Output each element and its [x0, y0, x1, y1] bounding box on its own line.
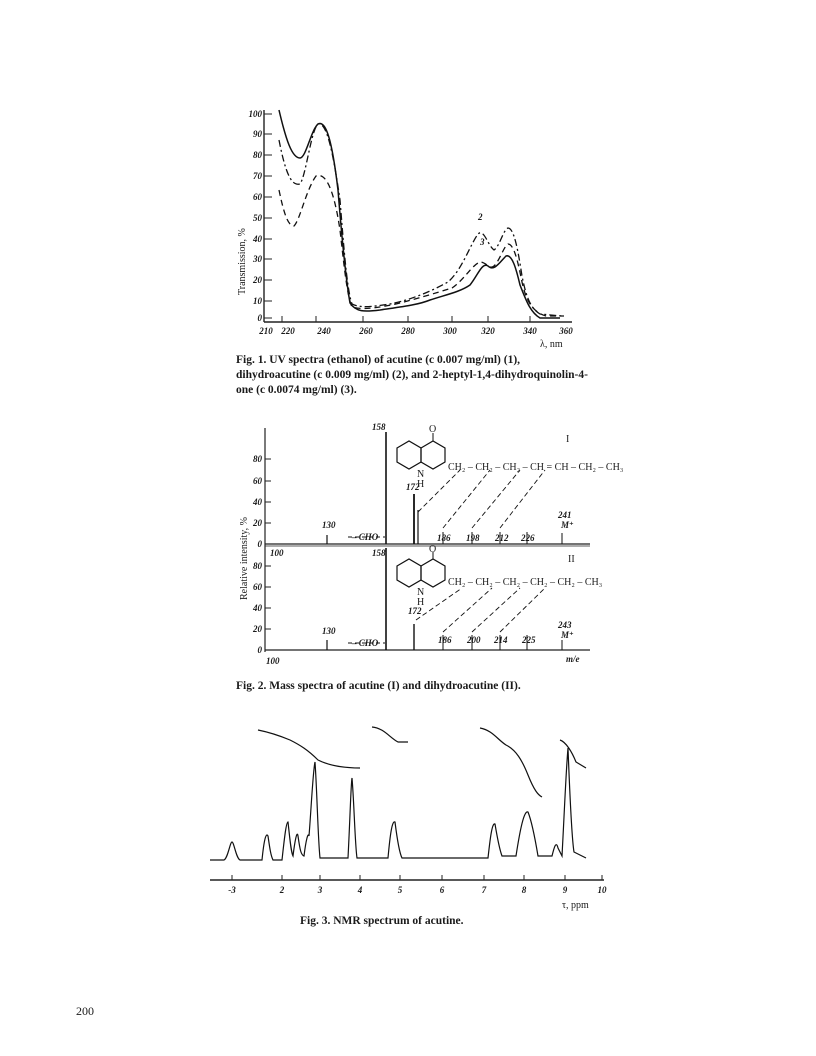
- struct-o: O: [429, 424, 437, 435]
- x-tick: 100: [266, 656, 280, 666]
- x-tick: 280: [401, 326, 415, 336]
- x-tick: 220: [281, 326, 295, 336]
- curve-label-3: 3: [480, 237, 485, 247]
- fig1-caption: Fig. 1. UV spectra (ethanol) of acutine (c 0.007 mg/ml) (1), dihydroacutine (c 0.009 mg/ml) (2), and 2-heptyl-1,4-dihydroquinolin-4-one (c 0.0074 mg/ml) (3).: [236, 354, 588, 396]
- y-tick: 40: [253, 603, 262, 613]
- x-tick: 7: [481, 885, 487, 895]
- x-tick: 240: [317, 326, 331, 336]
- struct-n: N: [417, 587, 425, 598]
- mplus-value: 243: [558, 620, 572, 630]
- x-tick: 320: [481, 326, 495, 336]
- x-tick: 100: [270, 548, 284, 558]
- cho-label: – CHO: [352, 532, 379, 542]
- peak-label: 212: [495, 533, 509, 543]
- y-tick: 100: [248, 109, 262, 119]
- x-tick: 2: [279, 885, 285, 895]
- y-tick: 20: [253, 275, 262, 285]
- x-tick: 360: [559, 326, 573, 336]
- fig3-caption: Fig. 3. NMR spectrum of acutine.: [300, 915, 464, 927]
- struct-n: N: [417, 469, 425, 480]
- peak-label: 172: [406, 482, 420, 492]
- y-tick: 30: [253, 254, 262, 264]
- x-axis-label: m/e: [566, 654, 580, 664]
- x-tick: 210: [259, 326, 273, 336]
- cho-label: – CHO: [352, 638, 379, 648]
- peak-label: 172: [408, 606, 422, 616]
- x-tick: 9: [562, 885, 568, 895]
- x-tick: -3: [228, 885, 236, 895]
- y-tick: 50: [253, 213, 262, 223]
- panel-label: II: [568, 554, 575, 565]
- curve-label-2: 2: [478, 212, 483, 222]
- peak-label: 214: [494, 635, 508, 645]
- peak-label: 186: [438, 635, 452, 645]
- peak-label: 158: [372, 548, 386, 558]
- y-axis-label: Transmission, %: [237, 228, 248, 295]
- y-tick: 80: [253, 561, 262, 571]
- y-tick: 60: [253, 476, 262, 486]
- x-axis-label: λ, nm: [540, 339, 563, 350]
- x-tick: 5: [397, 885, 403, 895]
- y-tick: 20: [253, 624, 262, 634]
- y-tick: 40: [253, 234, 262, 244]
- mplus-label: M⁺: [561, 520, 574, 530]
- x-tick: 8: [521, 885, 527, 895]
- page-number: 200: [76, 1004, 94, 1018]
- peak-label: 130: [322, 626, 336, 636]
- y-tick: 70: [253, 171, 262, 181]
- chain: CH₂ – CH₂ – CH₂ – CH₂ – CH₂ – CH₃: [448, 577, 603, 588]
- y-tick: 0: [257, 539, 262, 549]
- peak-label: 225: [522, 635, 536, 645]
- peak-label: 200: [467, 635, 481, 645]
- y-tick: 80: [253, 454, 262, 464]
- x-tick: 300: [443, 326, 457, 336]
- y-tick: 40: [253, 497, 262, 507]
- chain: CH₂ – CH₂ – CH₂ – CH = CH – CH₂ – CH₃: [448, 462, 624, 473]
- panel-label: I: [566, 434, 570, 445]
- fig2-caption: Fig. 2. Mass spectra of acutine (I) and dihydroacutine (II).: [236, 680, 521, 692]
- peak-label: 158: [372, 422, 386, 432]
- x-tick: 4: [357, 885, 363, 895]
- nmr-trace: [210, 748, 586, 860]
- peak-label: 186: [437, 533, 451, 543]
- peak-label: 130: [322, 520, 336, 530]
- struct-h: H: [417, 479, 425, 490]
- y-tick: 60: [253, 192, 262, 202]
- y-tick: 60: [253, 582, 262, 592]
- y-tick: 10: [253, 296, 262, 306]
- peak-label: 226: [521, 533, 535, 543]
- mplus-label: M⁺: [561, 630, 574, 640]
- y-tick: 90: [253, 129, 262, 139]
- x-axis-label: τ, ppm: [562, 900, 589, 911]
- x-tick: 260: [359, 326, 373, 336]
- x-tick: 340: [523, 326, 537, 336]
- y-tick: 0: [257, 313, 262, 323]
- y-tick: 20: [253, 518, 262, 528]
- y-tick: 80: [253, 150, 262, 160]
- mplus-value: 241: [558, 510, 572, 520]
- peak-label: 198: [466, 533, 480, 543]
- y-tick: 0: [257, 645, 262, 655]
- struct-o: O: [429, 544, 437, 555]
- struct-h: H: [417, 597, 425, 608]
- x-tick: 6: [439, 885, 445, 895]
- x-tick: 3: [317, 885, 323, 895]
- y-axis-label: Relative intensity, %: [239, 517, 250, 600]
- x-tick: 10: [597, 885, 607, 895]
